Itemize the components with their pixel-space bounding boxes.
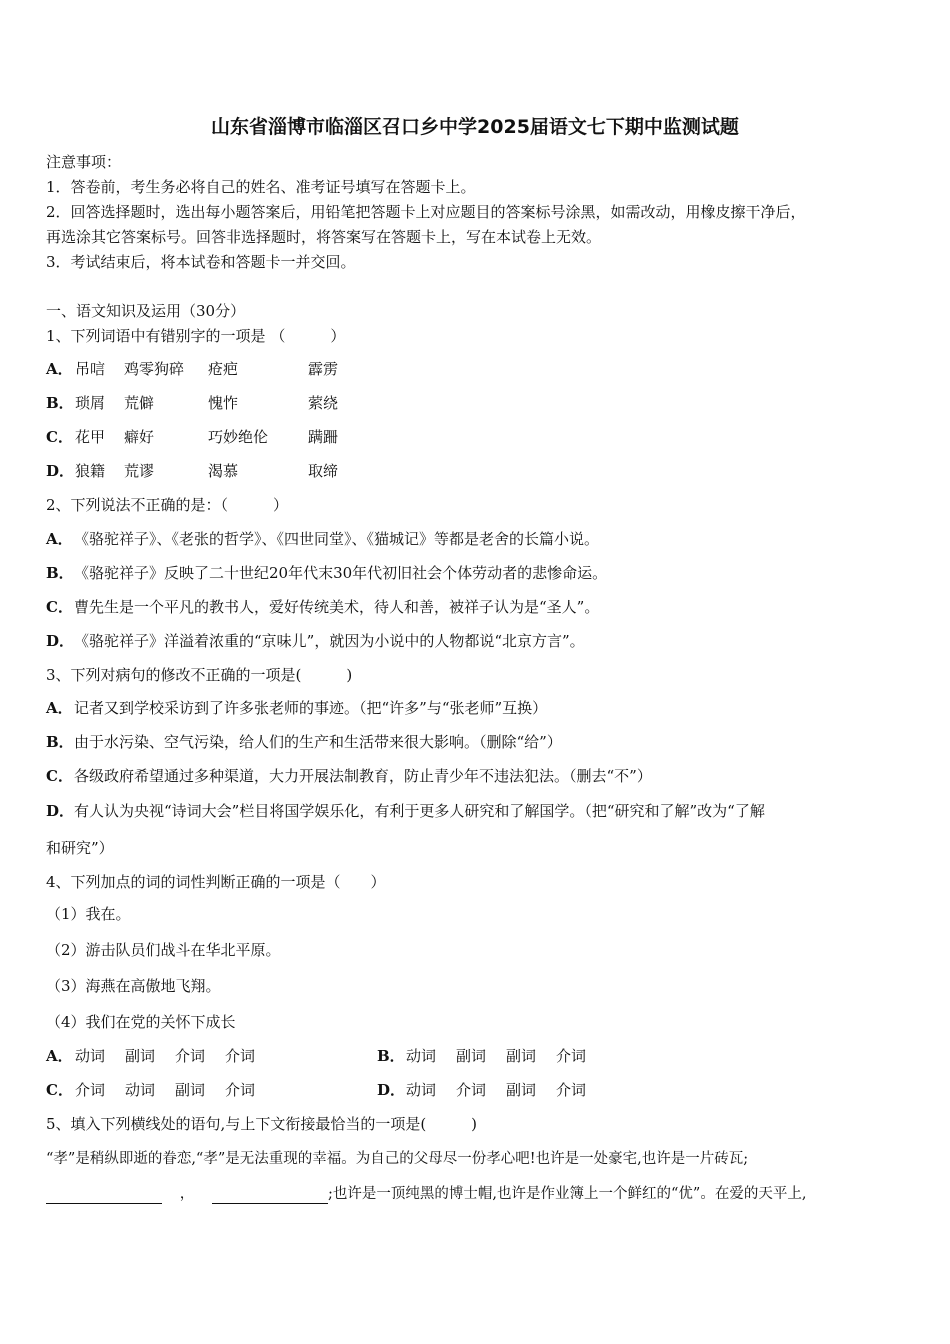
- q1-option-c: [46, 427, 339, 447]
- option-word: 介词: [556, 1081, 587, 1099]
- option-word: 副词: [125, 1047, 156, 1065]
- page-title: 山东省淄博市临淄区召口乡中学2025届语文七下期中监测试题: [211, 116, 739, 138]
- option-word: 渴慕: [208, 462, 239, 480]
- q3-option-d-cont: 和研究”）: [46, 839, 114, 857]
- option-text: 记者又到学校采访到了许多张老师的事迹。（把“许多”与“张老师”互换）: [74, 699, 548, 717]
- answer-blank-1[interactable]: [46, 1187, 162, 1204]
- q4-option-c: [46, 1080, 256, 1100]
- option-text: 有人认为央视“诗词大会”栏目将国学娱乐化，有利于更多人研究和了解国学。（把“研究和了解”改为“了解: [74, 802, 765, 820]
- option-label: C．: [46, 428, 73, 446]
- q2-stem: 2、下列说法不正确的是：（ ）: [46, 496, 289, 514]
- q2-option-a: [46, 529, 599, 549]
- q4-sentence-2: （2）游击队员们战斗在华北平原。: [46, 941, 281, 959]
- q2-option-c: [46, 597, 599, 617]
- option-word: 萦绕: [308, 394, 339, 412]
- q3-stem: 3、下列对病句的修改不正确的一项是( ): [46, 666, 353, 684]
- option-word: 介词: [456, 1081, 487, 1099]
- option-word: 蹒跚: [308, 428, 339, 446]
- option-label: A．: [46, 699, 73, 717]
- option-word: 疮疤: [208, 360, 239, 378]
- option-label: D．: [46, 462, 75, 480]
- option-word: 癖好: [124, 428, 155, 446]
- q3-option-b: [46, 732, 562, 752]
- option-text: 《骆驼祥子》洋溢着浓重的“京味儿”，就因为小说中的人物都说“北京方言”。: [74, 632, 585, 650]
- notice-item-2: 2．回答选择题时，选出每小题答案后，用铅笔把答题卡上对应题目的答案标号涂黑，如需改动，用橡皮擦干净后，: [46, 203, 806, 221]
- option-label: A．: [46, 1047, 73, 1065]
- option-word: 动词: [75, 1047, 106, 1065]
- q5-stem: 5、填入下列横线处的语句,与上下文衔接最恰当的一项是( ): [46, 1115, 478, 1133]
- q1-option-b: [46, 393, 339, 413]
- option-word: 花甲: [75, 428, 106, 446]
- answer-blank-2[interactable]: [212, 1187, 328, 1204]
- passage-text: ;也许是一顶纯黑的博士帽,也许是作业簿上一个鲜红的“优”。在爱的天平上,: [328, 1186, 807, 1202]
- option-word: 鸡零狗碎: [124, 360, 185, 378]
- q5-passage-line-2: [46, 1184, 806, 1204]
- option-text: 各级政府希望通过多种渠道，大力开展法制教育，防止青少年不违法犯法。（删去“不”）: [74, 767, 652, 785]
- option-label: B．: [46, 394, 74, 412]
- notice-item-3: 3．考试结束后，将本试卷和答题卡一并交回。: [46, 253, 356, 271]
- option-word: 介词: [75, 1081, 106, 1099]
- notice-item-2-cont: 再选涂其它答案标号。回答非选择题时，将答案写在答题卡上，写在本试卷上无效。: [46, 228, 602, 246]
- q4-sentence-3: （3）海燕在高傲地飞翔。: [46, 977, 221, 995]
- option-label: B．: [46, 564, 74, 582]
- option-text: 《骆驼祥子》、《老张的哲学》、《四世同堂》、《猫城记》等都是老舍的长篇小说。: [74, 530, 600, 548]
- q3-option-a: [46, 698, 547, 718]
- notice-item-1: 1．答卷前，考生务必将自己的姓名、准考证号填写在答题卡上。: [46, 178, 476, 196]
- option-word: 介词: [225, 1081, 256, 1099]
- q4-sentence-1: （1）我在。: [46, 905, 131, 923]
- option-word: 动词: [125, 1081, 156, 1099]
- option-word: 霹雳: [308, 360, 339, 378]
- q2-option-b: [46, 563, 607, 583]
- option-text: 由于水污染、空气污染，给人们的生产和生活带来很大影响。（删除“给”）: [74, 733, 562, 751]
- notice-heading: 注意事项：: [46, 153, 122, 171]
- option-word: 动词: [406, 1047, 437, 1065]
- q5-passage-line-1: “孝”是稍纵即逝的眷恋,“孝”是无法重现的幸福。为自己的父母尽一份孝心吧!也许是一处豪宅,也许是一片砖瓦;: [46, 1151, 749, 1167]
- q4-option-d: [377, 1080, 587, 1100]
- option-word: 愧怍: [208, 394, 239, 412]
- q4-option-b: [377, 1046, 587, 1066]
- option-label: A．: [46, 360, 73, 378]
- option-text: 曹先生是一个平凡的教书人，爱好传统美术，待人和善，被祥子认为是“圣人”。: [74, 598, 600, 616]
- q1-option-a: [46, 359, 339, 379]
- q4-sentence-4: （4）我们在党的关怀下成长: [46, 1013, 236, 1031]
- option-word: 介词: [225, 1047, 256, 1065]
- option-label: B．: [377, 1047, 405, 1065]
- q1-option-d: [46, 461, 339, 481]
- q3-option-d: [46, 801, 765, 821]
- option-word: 动词: [406, 1081, 437, 1099]
- option-word: 副词: [175, 1081, 206, 1099]
- option-word: 巧妙绝伦: [208, 428, 269, 446]
- option-word: 狼籍: [75, 462, 106, 480]
- option-word: 副词: [456, 1047, 487, 1065]
- q2-option-d: [46, 631, 585, 651]
- option-label: C．: [46, 598, 73, 616]
- q4-option-a: [46, 1046, 256, 1066]
- option-word: 介词: [556, 1047, 587, 1065]
- option-word: 吊唁: [75, 360, 106, 378]
- option-word: 荒谬: [124, 462, 155, 480]
- blank-separator: ，: [179, 1186, 195, 1202]
- option-label: C．: [46, 767, 73, 785]
- option-label: C．: [46, 1081, 73, 1099]
- option-word: 琐屑: [75, 394, 106, 412]
- q3-option-c: [46, 766, 652, 786]
- section-heading: 一、语文知识及运用（30分）: [46, 302, 246, 320]
- option-label: D．: [46, 632, 75, 650]
- option-label: D．: [377, 1081, 406, 1099]
- option-label: D．: [46, 802, 75, 820]
- q1-stem: 1、下列词语中有错别字的一项是 （ ）: [46, 327, 346, 345]
- option-word: 介词: [175, 1047, 206, 1065]
- option-word: 荒僻: [124, 394, 155, 412]
- option-word: 副词: [506, 1047, 537, 1065]
- q4-stem: 4、下列加点的词的词性判断正确的一项是（ ）: [46, 873, 386, 891]
- option-label: B．: [46, 733, 74, 751]
- option-word: 副词: [506, 1081, 537, 1099]
- option-text: 《骆驼祥子》反映了二十世纪20年代末30年代初旧社会个体劳动者的悲惨命运。: [74, 564, 608, 582]
- option-label: A．: [46, 530, 73, 548]
- option-word: 取缔: [308, 462, 339, 480]
